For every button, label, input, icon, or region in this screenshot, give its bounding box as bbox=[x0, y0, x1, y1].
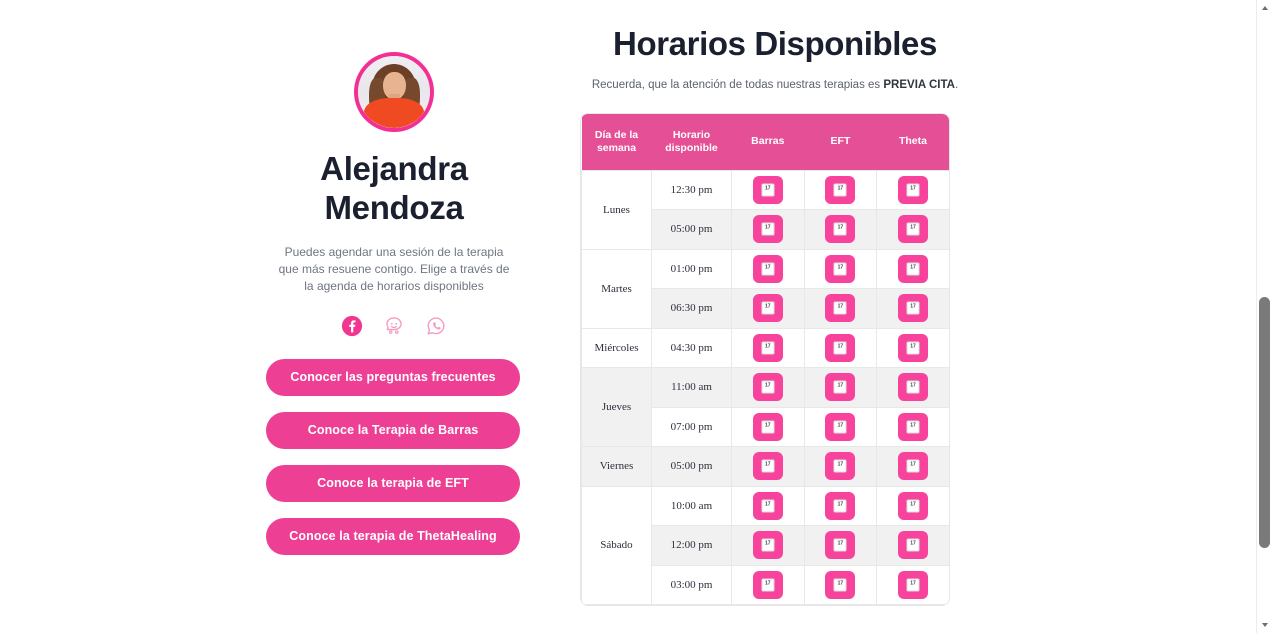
cell-book-eft bbox=[804, 170, 877, 210]
book-button-theta[interactable] bbox=[898, 294, 928, 322]
table-row bbox=[582, 328, 950, 368]
table-row bbox=[582, 486, 950, 526]
calendar-icon-day-number: 17 bbox=[837, 264, 844, 271]
cell-time: 06:30 pm bbox=[652, 289, 732, 329]
calendar-icon bbox=[761, 341, 774, 354]
book-button-theta[interactable] bbox=[898, 531, 928, 559]
cell-book-barras bbox=[732, 486, 805, 526]
calendar-icon bbox=[761, 499, 774, 512]
schedule-subtitle-suffix: . bbox=[954, 79, 959, 91]
calendar-icon bbox=[906, 223, 919, 236]
profile-name bbox=[266, 150, 522, 227]
book-button-eft[interactable] bbox=[825, 571, 855, 599]
schedule-subtitle-prefix: Recuerda, que la atención de todas nuestras terapias es bbox=[591, 79, 884, 91]
book-button-barras[interactable] bbox=[753, 413, 783, 441]
calendar-icon bbox=[906, 302, 919, 315]
cell-time: 11:00 am bbox=[652, 368, 732, 408]
cell-book-eft bbox=[804, 249, 877, 289]
calendar-icon bbox=[761, 578, 774, 591]
book-button-eft[interactable] bbox=[825, 452, 855, 480]
calendar-icon-day-number: 17 bbox=[765, 224, 771, 231]
scroll-up-arrow[interactable] bbox=[1257, 0, 1272, 16]
cell-book-barras bbox=[732, 210, 805, 250]
cell-day: Sábado bbox=[582, 486, 652, 605]
calendar-icon-day-number: 17 bbox=[837, 185, 844, 192]
calendar-icon-day-number: 17 bbox=[765, 185, 771, 192]
cell-book-eft bbox=[804, 565, 877, 605]
schedule-panel bbox=[560, 0, 990, 605]
cell-day: Viernes bbox=[582, 447, 652, 487]
calendar-icon bbox=[834, 262, 847, 275]
book-button-barras[interactable] bbox=[753, 255, 783, 283]
calendar-icon bbox=[906, 341, 919, 354]
calendar-icon-day-number: 17 bbox=[765, 422, 771, 429]
calendar-icon-day-number: 17 bbox=[910, 540, 916, 547]
book-button-eft[interactable] bbox=[825, 215, 855, 243]
chevron-up-icon bbox=[1262, 6, 1268, 10]
avatar bbox=[354, 52, 434, 132]
calendar-icon bbox=[906, 381, 919, 394]
calendar-icon bbox=[834, 223, 847, 236]
column-header-theta: Theta bbox=[877, 114, 949, 170]
book-button-theta[interactable] bbox=[898, 413, 928, 441]
calendar-icon bbox=[834, 578, 847, 591]
calendar-icon bbox=[761, 302, 774, 315]
cell-book-theta bbox=[877, 526, 949, 566]
table-header-row bbox=[582, 114, 950, 170]
schedule-table-container bbox=[581, 114, 949, 605]
cell-book-barras bbox=[732, 289, 805, 329]
calendar-icon-day-number: 17 bbox=[765, 303, 771, 310]
cell-book-theta bbox=[877, 328, 949, 368]
calendar-icon-day-number: 17 bbox=[910, 382, 916, 389]
calendar-icon-day-number: 17 bbox=[910, 580, 916, 587]
cell-book-barras bbox=[732, 328, 805, 368]
scroll-thumb[interactable] bbox=[1259, 297, 1270, 548]
calendar-icon-day-number: 17 bbox=[837, 224, 844, 231]
calendar-icon bbox=[834, 183, 847, 196]
book-button-theta[interactable] bbox=[898, 492, 928, 520]
calendar-icon bbox=[834, 341, 847, 354]
book-button-barras[interactable] bbox=[753, 452, 783, 480]
cell-book-theta bbox=[877, 289, 949, 329]
calendar-icon-day-number: 17 bbox=[837, 580, 844, 587]
calendar-icon-day-number: 17 bbox=[910, 264, 916, 271]
cell-book-eft bbox=[804, 447, 877, 487]
avatar-photo bbox=[358, 56, 430, 128]
column-header-day-line2: semana bbox=[596, 141, 637, 154]
cell-book-eft bbox=[804, 526, 877, 566]
cell-book-theta bbox=[877, 407, 949, 447]
calendar-icon-day-number: 17 bbox=[910, 422, 916, 429]
barras-therapy-button[interactable]: Conoce la Terapia de Barras bbox=[266, 412, 520, 449]
calendar-icon-day-number: 17 bbox=[910, 303, 916, 310]
book-button-eft[interactable] bbox=[825, 373, 855, 401]
book-button-barras[interactable] bbox=[753, 294, 783, 322]
book-button-eft[interactable] bbox=[825, 294, 855, 322]
calendar-icon bbox=[906, 460, 919, 473]
column-header-time-line1: Horario bbox=[672, 128, 711, 141]
book-button-eft[interactable] bbox=[825, 334, 855, 362]
cell-time: 10:00 am bbox=[652, 486, 732, 526]
book-button-theta[interactable] bbox=[898, 176, 928, 204]
schedule-subtitle bbox=[560, 79, 990, 91]
calendar-icon bbox=[834, 460, 847, 473]
book-button-eft[interactable] bbox=[825, 531, 855, 559]
cell-day: Lunes bbox=[582, 170, 652, 249]
vertical-scrollbar[interactable] bbox=[1256, 0, 1272, 633]
cell-book-theta bbox=[877, 368, 949, 408]
book-button-theta[interactable] bbox=[898, 373, 928, 401]
cell-time: 03:00 pm bbox=[652, 565, 732, 605]
cell-book-barras bbox=[732, 249, 805, 289]
cell-time: 05:00 pm bbox=[652, 210, 732, 250]
calendar-icon bbox=[834, 539, 847, 552]
book-button-barras[interactable] bbox=[753, 334, 783, 362]
calendar-icon-day-number: 17 bbox=[910, 501, 916, 508]
schedule-table bbox=[581, 114, 949, 605]
calendar-icon-day-number: 17 bbox=[765, 580, 771, 587]
cell-book-eft bbox=[804, 210, 877, 250]
calendar-icon bbox=[906, 183, 919, 196]
calendar-icon-day-number: 17 bbox=[837, 343, 844, 350]
profile-name-line2: Mendoza bbox=[324, 188, 464, 226]
column-header-eft: EFT bbox=[804, 114, 877, 170]
book-button-theta[interactable] bbox=[898, 571, 928, 599]
calendar-icon bbox=[761, 420, 774, 433]
cell-book-theta bbox=[877, 486, 949, 526]
chevron-down-icon bbox=[1262, 623, 1268, 627]
cell-day: Jueves bbox=[582, 368, 652, 447]
social-links bbox=[266, 315, 522, 337]
book-button-eft[interactable] bbox=[825, 176, 855, 204]
calendar-icon-day-number: 17 bbox=[765, 382, 771, 389]
calendar-icon-day-number: 17 bbox=[765, 461, 771, 468]
calendar-icon-day-number: 17 bbox=[910, 185, 916, 192]
calendar-icon-day-number: 17 bbox=[837, 382, 844, 389]
cell-day: Miércoles bbox=[582, 328, 652, 368]
cell-day: Martes bbox=[582, 249, 652, 328]
calendar-icon bbox=[761, 460, 774, 473]
scroll-down-arrow[interactable] bbox=[1257, 617, 1272, 633]
book-button-theta[interactable] bbox=[898, 334, 928, 362]
calendar-icon-day-number: 17 bbox=[837, 461, 844, 468]
cell-book-theta bbox=[877, 565, 949, 605]
book-button-theta[interactable] bbox=[898, 215, 928, 243]
whatsapp-icon[interactable] bbox=[425, 315, 447, 337]
cta-button-list bbox=[266, 359, 522, 555]
calendar-icon bbox=[761, 381, 774, 394]
calendar-icon bbox=[906, 420, 919, 433]
table-row bbox=[582, 249, 950, 289]
calendar-icon bbox=[834, 499, 847, 512]
facebook-icon[interactable] bbox=[341, 315, 363, 337]
schedule-table-body bbox=[582, 170, 950, 605]
avatar-body bbox=[364, 98, 424, 128]
cell-time: 01:00 pm bbox=[652, 249, 732, 289]
book-button-eft[interactable] bbox=[825, 492, 855, 520]
calendar-icon bbox=[834, 420, 847, 433]
eft-therapy-button[interactable]: Conoce la terapia de EFT bbox=[266, 465, 520, 502]
book-button-barras[interactable] bbox=[753, 492, 783, 520]
cell-book-theta bbox=[877, 210, 949, 250]
waze-icon[interactable] bbox=[383, 315, 405, 337]
faq-button[interactable]: Conocer las preguntas frecuentes bbox=[266, 359, 520, 396]
calendar-icon bbox=[761, 223, 774, 236]
calendar-icon-day-number: 17 bbox=[765, 501, 771, 508]
book-button-eft[interactable] bbox=[825, 413, 855, 441]
table-row bbox=[582, 368, 950, 408]
calendar-icon bbox=[761, 539, 774, 552]
calendar-icon bbox=[834, 302, 847, 315]
book-button-barras[interactable] bbox=[753, 215, 783, 243]
cell-book-eft bbox=[804, 289, 877, 329]
calendar-icon bbox=[761, 183, 774, 196]
calendar-icon bbox=[906, 499, 919, 512]
book-button-barras[interactable] bbox=[753, 373, 783, 401]
cell-book-barras bbox=[732, 407, 805, 447]
calendar-icon-day-number: 17 bbox=[837, 422, 844, 429]
book-button-barras[interactable] bbox=[753, 176, 783, 204]
calendar-icon-day-number: 17 bbox=[837, 501, 844, 508]
cell-book-eft bbox=[804, 407, 877, 447]
cell-time: 05:00 pm bbox=[652, 447, 732, 487]
calendar-icon-day-number: 17 bbox=[765, 343, 771, 350]
calendar-icon-day-number: 17 bbox=[765, 540, 771, 547]
profile-panel bbox=[266, 0, 522, 555]
column-header-barras: Barras bbox=[732, 114, 805, 170]
cell-book-theta bbox=[877, 249, 949, 289]
cell-book-eft bbox=[804, 368, 877, 408]
cell-book-eft bbox=[804, 328, 877, 368]
table-row bbox=[582, 447, 950, 487]
calendar-icon bbox=[906, 578, 919, 591]
profile-description: Puedes agendar una sesión de la terapia que más resuene contigo. Elige a través de la agenda de horarios disponibles bbox=[278, 245, 510, 294]
schedule-table-head bbox=[582, 114, 950, 170]
column-header-day bbox=[582, 114, 652, 170]
cell-book-theta bbox=[877, 447, 949, 487]
cell-book-barras bbox=[732, 368, 805, 408]
calendar-icon-day-number: 17 bbox=[910, 224, 916, 231]
book-button-eft[interactable] bbox=[825, 255, 855, 283]
calendar-icon-day-number: 17 bbox=[910, 461, 916, 468]
book-button-barras[interactable] bbox=[753, 571, 783, 599]
calendar-icon bbox=[761, 262, 774, 275]
calendar-icon bbox=[834, 381, 847, 394]
cell-book-barras bbox=[732, 565, 805, 605]
column-header-day-line1: Día de la bbox=[594, 128, 639, 141]
calendar-icon-day-number: 17 bbox=[837, 540, 844, 547]
book-button-theta[interactable] bbox=[898, 255, 928, 283]
table-row bbox=[582, 170, 950, 210]
column-header-time bbox=[652, 114, 732, 170]
book-button-theta[interactable] bbox=[898, 452, 928, 480]
cell-book-barras bbox=[732, 170, 805, 210]
book-button-barras[interactable] bbox=[753, 531, 783, 559]
column-header-time-line2: disponible bbox=[665, 141, 718, 154]
cell-time: 04:30 pm bbox=[652, 328, 732, 368]
schedule-subtitle-emphasis: PREVIA CITA bbox=[883, 79, 955, 91]
calendar-icon-day-number: 17 bbox=[765, 264, 771, 271]
page-title: Horarios Disponibles bbox=[613, 25, 937, 62]
cell-time: 12:30 pm bbox=[652, 170, 732, 210]
calendar-icon bbox=[906, 539, 919, 552]
cell-time: 12:00 pm bbox=[652, 526, 732, 566]
calendar-icon-day-number: 17 bbox=[837, 303, 844, 310]
theta-therapy-button[interactable]: Conoce la terapia de ThetaHealing bbox=[266, 518, 520, 555]
cell-book-theta bbox=[877, 170, 949, 210]
cell-time: 07:00 pm bbox=[652, 407, 732, 447]
calendar-icon bbox=[906, 262, 919, 275]
calendar-icon-day-number: 17 bbox=[910, 343, 916, 350]
cell-book-eft bbox=[804, 486, 877, 526]
cell-book-barras bbox=[732, 526, 805, 566]
cell-book-barras bbox=[732, 447, 805, 487]
profile-name-line1: Alejandra bbox=[320, 150, 468, 187]
